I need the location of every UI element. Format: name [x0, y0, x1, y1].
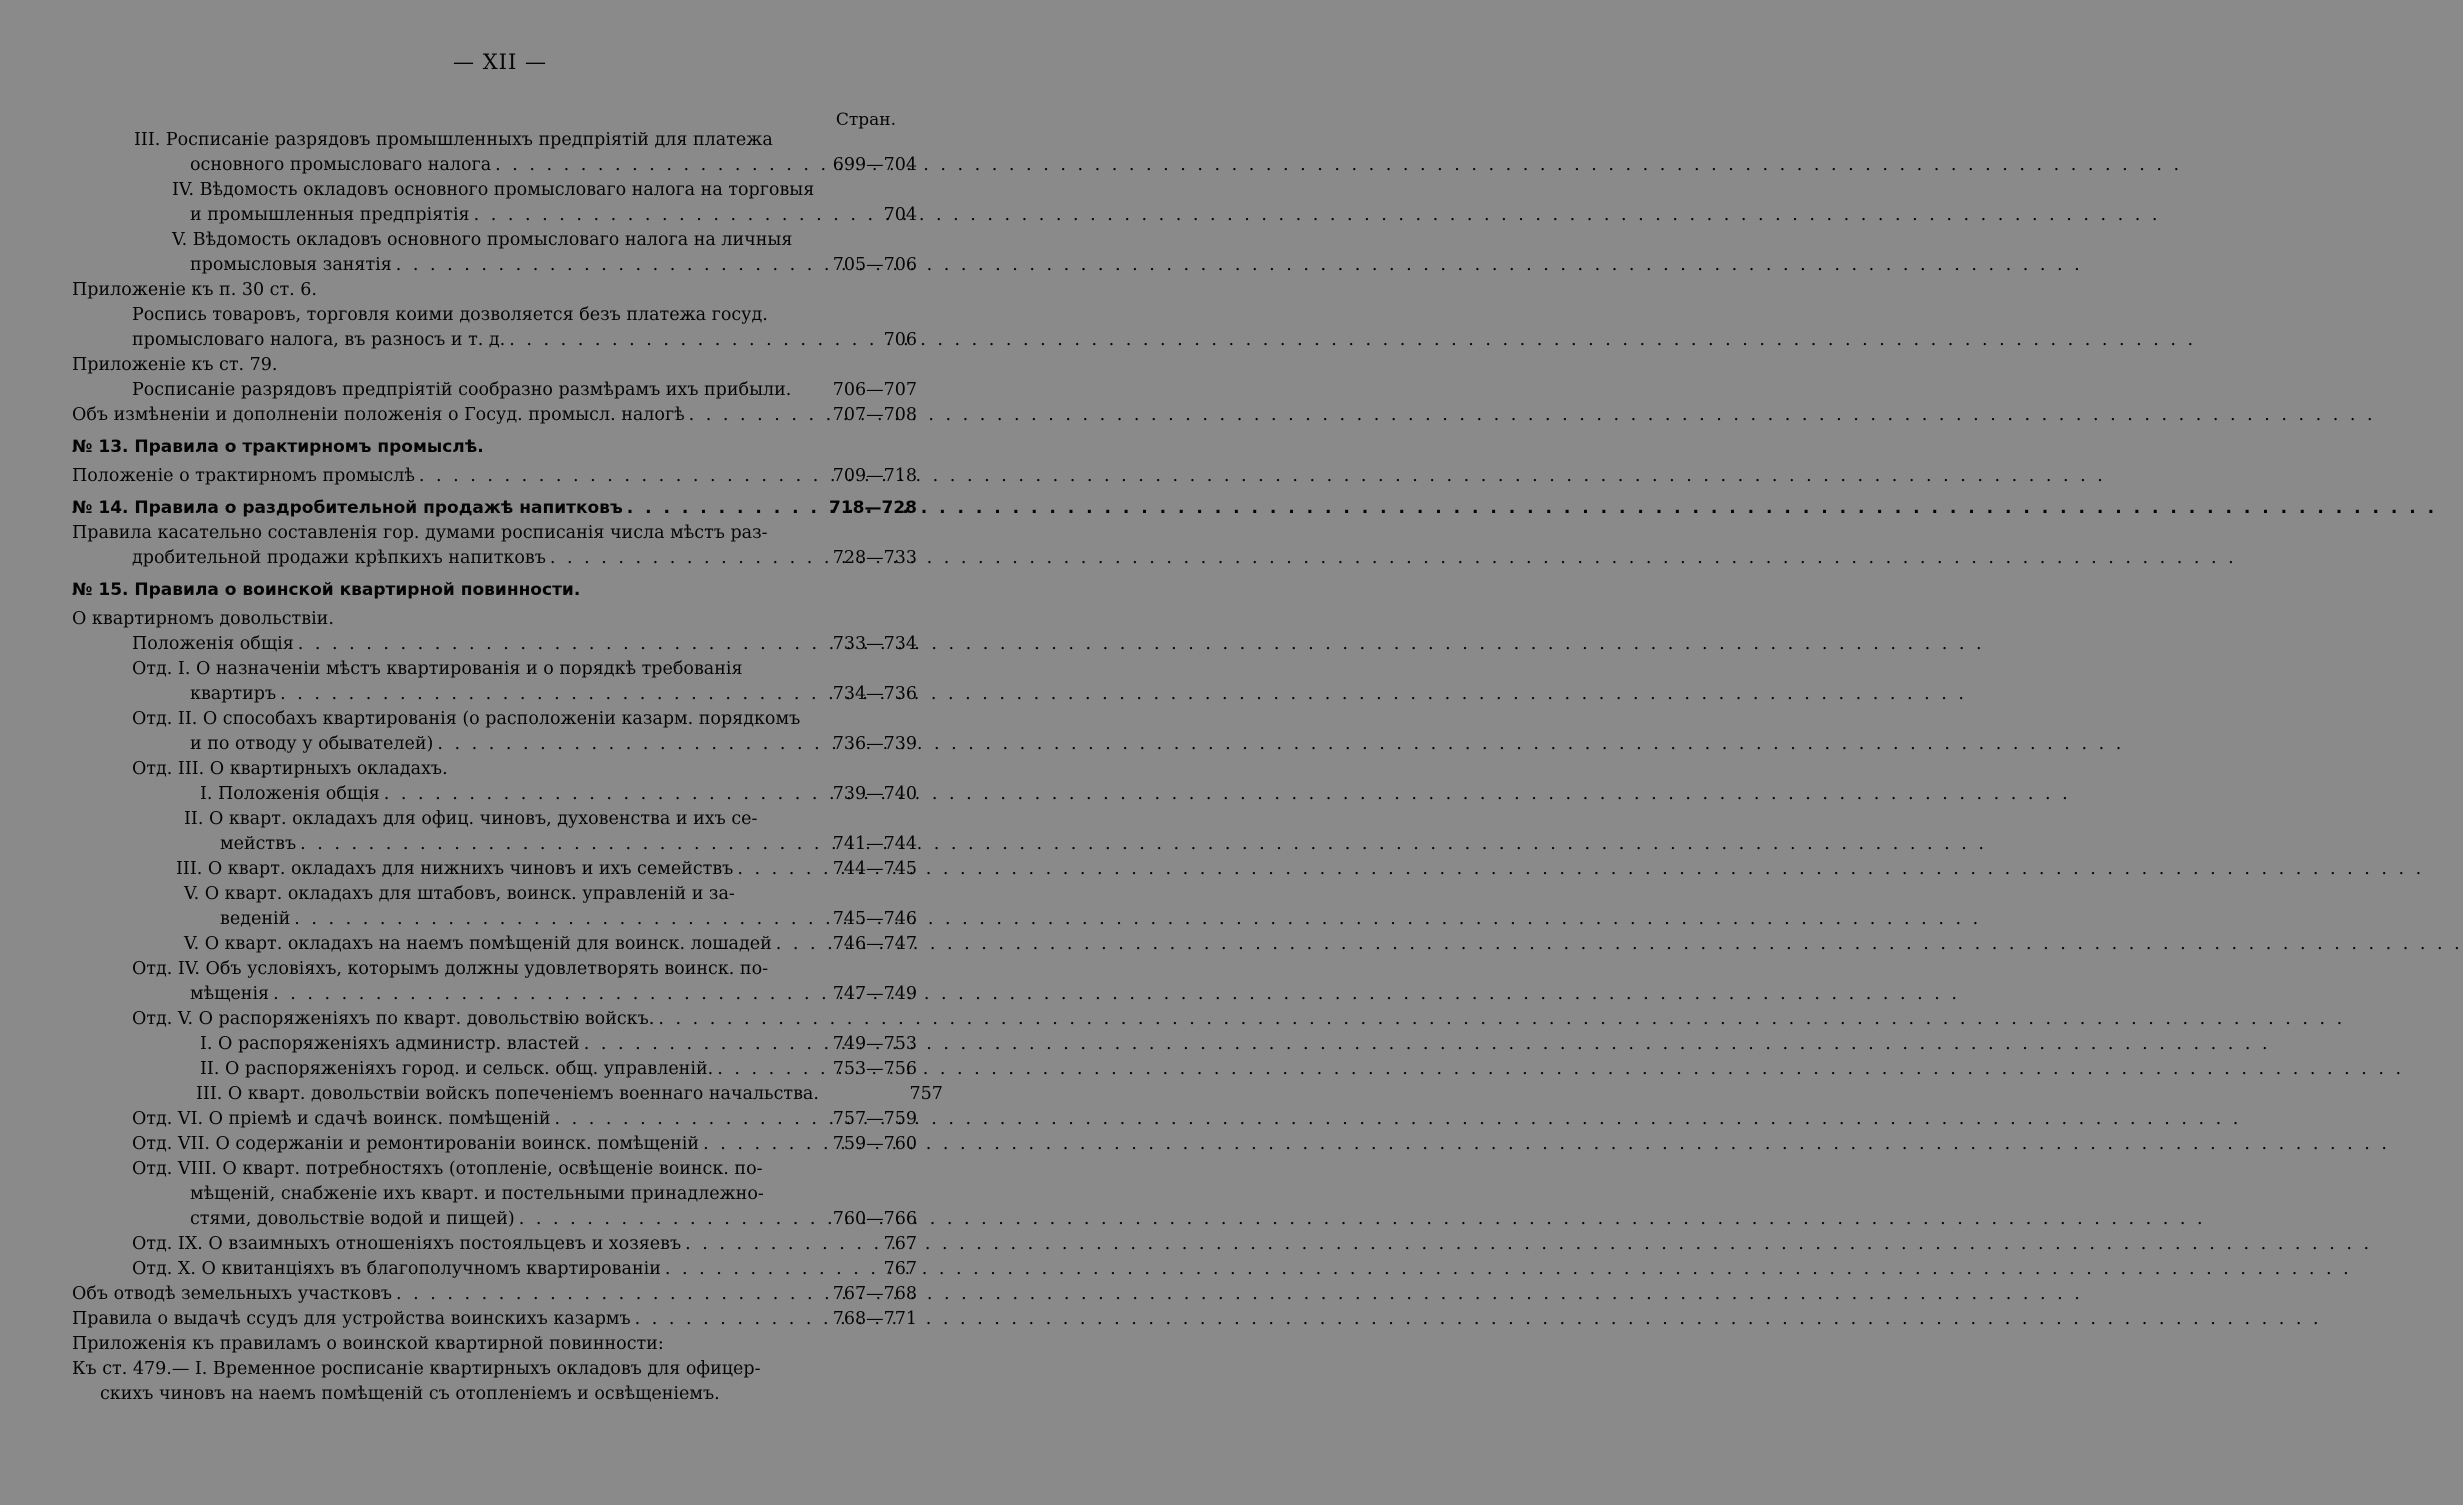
toc-entry-title: квартиръ — [190, 684, 277, 704]
dot-leader — [380, 782, 807, 807]
dot-leader — [491, 153, 807, 178]
toc-entry-title: III. О кварт. довольствіи войскъ попеченіемъ военнаго начальства. — [196, 1084, 819, 1104]
toc-entry-page: 733—734 — [832, 634, 917, 654]
toc-entry — [72, 782, 917, 807]
dot-leader — [392, 253, 807, 278]
toc-entry-page: 705—706 — [832, 255, 917, 275]
toc-entry-page: 749—753 — [832, 1034, 917, 1054]
toc-entry — [72, 328, 917, 353]
toc-entry-title: Правила касательно составленія гор. думами росписанія числа мѣстъ раз- — [72, 523, 768, 543]
toc-entry-page: 759—760 — [832, 1134, 917, 1154]
toc-entry — [72, 403, 917, 428]
toc-entry-title: Роспись товаровъ, торговля коими дозволяется безъ платежа госуд. — [132, 305, 768, 325]
toc-entry-title: V. О кварт. окладахъ на наемъ помѣщеній для воинск. лошадей — [184, 934, 772, 954]
toc-entry-page: 753—756 — [832, 1059, 917, 1079]
toc-entry — [72, 1132, 917, 1157]
dot-leader — [580, 1032, 807, 1057]
dot-leader — [733, 857, 807, 882]
toc-entry-title: II. О распоряженіяхъ город. и сельск. общ. управленій. — [200, 1059, 714, 1079]
toc-entry — [72, 1357, 917, 1382]
toc-entry-title: III. Росписаніе разрядовъ промышленныхъ предпріятій для платежа — [134, 130, 773, 150]
toc-entry — [72, 957, 917, 982]
dot-leader — [699, 1132, 807, 1157]
toc-entry-page: 757 — [909, 1084, 943, 1104]
toc-entry-page: 767 — [883, 1259, 917, 1279]
toc-entry — [72, 1282, 917, 1307]
toc-section-heading — [72, 577, 917, 603]
toc-entry — [72, 1107, 917, 1132]
toc-section-heading — [72, 495, 917, 521]
toc-entry-title: Объ измѣненіи и дополненіи положенія о Госуд. промысл. налогѣ — [72, 405, 685, 425]
toc-entry-page: 768—771 — [832, 1309, 917, 1329]
document-page — [0, 0, 1000, 1505]
toc-entry-page: 747—749 — [832, 984, 917, 1004]
toc-entry-page: 718—728 — [829, 498, 917, 518]
toc-entry-page: 728—733 — [832, 548, 917, 568]
dot-leader — [623, 495, 807, 521]
dot-leader — [296, 832, 807, 857]
toc-entry-title: Приложеніе къ п. 30 ст. 6. — [72, 280, 317, 300]
toc-entry-title: I. Положенія общія — [200, 784, 380, 804]
toc-entry-title: Росписаніе разрядовъ предпріятій сообразно размѣрамъ ихъ прибыли. — [132, 380, 792, 400]
toc-entry — [72, 378, 917, 403]
toc-entry — [72, 1082, 943, 1107]
toc-entry — [72, 128, 917, 153]
toc-entry-title: Отд. IX. О взаимныхъ отношеніяхъ постояльцевъ и хозяевъ — [132, 1234, 682, 1254]
dot-leader — [415, 464, 807, 489]
toc-entry — [72, 153, 917, 178]
toc-entry-title: стями, довольствіе водой и пищей) — [190, 1209, 515, 1229]
toc-entry — [72, 632, 917, 657]
toc-entry — [72, 1207, 917, 1232]
toc-entry — [72, 732, 917, 757]
toc-entry — [72, 1382, 917, 1407]
toc-entry — [72, 1232, 917, 1257]
toc-entry — [72, 228, 917, 253]
toc-entry-title: Объ отводѣ земельныхъ участковъ — [72, 1284, 392, 1304]
toc-entry-title: основного промысловаго налога — [190, 155, 492, 175]
toc-entry — [72, 907, 917, 932]
toc-entry-title: мействъ — [220, 834, 297, 854]
toc-entry — [72, 857, 917, 882]
page-column-label: Стран. — [835, 110, 896, 130]
toc-entry-title: IV. Вѣдомость окладовъ основного промысловаго налога на торговыя — [172, 180, 815, 200]
toc-entry — [72, 657, 917, 682]
toc-entry-page: 704 — [883, 205, 917, 225]
toc-entry — [72, 1057, 917, 1082]
toc-entry-title: скихъ чиновъ на наемъ помѣщеній съ отопленіемъ и освѣщеніемъ. — [100, 1384, 720, 1404]
toc-entry — [72, 1157, 917, 1182]
dot-leader — [294, 632, 807, 657]
toc-entry — [72, 303, 917, 328]
dot-leader — [290, 907, 807, 932]
dot-leader — [685, 403, 807, 428]
toc-entry-page: 745—746 — [832, 909, 917, 929]
dot-leader — [550, 1107, 807, 1132]
toc-entry-page: 746—747 — [832, 934, 917, 954]
toc-entry-title: дробительной продажи крѣпкихъ напитковъ — [132, 548, 546, 568]
toc-entry-title: промысловыя занятія — [190, 255, 392, 275]
toc-entry-page: 734—736 — [832, 684, 917, 704]
toc-entry — [72, 682, 917, 707]
toc-entry — [72, 1307, 917, 1332]
toc-entry-title: мѣщенія — [190, 984, 270, 1004]
dot-leader — [681, 1232, 807, 1257]
toc-entry-title: О квартирномъ довольствіи. — [72, 609, 334, 629]
toc-entry-title: Къ ст. 479.— I. Временное росписаніе квартирныхъ окладовъ для офицер- — [72, 1359, 761, 1379]
toc-entry — [72, 253, 917, 278]
toc-entry — [72, 464, 917, 489]
toc-entry-page: 706—707 — [832, 380, 917, 400]
dot-leader — [654, 1007, 807, 1032]
toc-entry-title: Отд. X. О квитанціяхъ въ благополучномъ квартированіи — [132, 1259, 661, 1279]
toc-entry-title: Отд. VII. О содержаніи и ремонтированіи воинск. помѣщеній — [132, 1134, 700, 1154]
toc-entry — [72, 353, 917, 378]
toc-entry-title: Правила о выдачѣ ссудъ для устройства воинскихъ казармъ — [72, 1309, 631, 1329]
toc-entry — [72, 607, 917, 632]
toc-entry — [72, 1032, 917, 1057]
dot-leader — [772, 932, 807, 957]
toc-section-heading — [72, 434, 917, 460]
toc-entry-title: № 13. Правила о трактирномъ промыслѣ. — [72, 437, 484, 457]
toc-entry-title: V. Вѣдомость окладовъ основного промысловаго налога на личныя — [172, 230, 793, 250]
toc-entry — [72, 1332, 917, 1357]
dot-leader — [470, 203, 807, 228]
toc-entry-title: Отд. V. О распоряженіяхъ по кварт. довольствію войскъ. — [132, 1009, 655, 1029]
toc-entry-page: 767—768 — [832, 1284, 917, 1304]
table-of-contents — [72, 128, 943, 1407]
toc-entry — [72, 203, 917, 228]
dot-leader — [661, 1257, 807, 1282]
toc-entry — [72, 982, 917, 1007]
toc-entry — [72, 1007, 917, 1032]
dot-leader — [713, 1057, 807, 1082]
toc-entry-page: 706 — [883, 330, 917, 350]
toc-entry-title: и промышленныя предпріятія — [190, 205, 470, 225]
toc-entry-title: Отд. II. О способахъ квартированія (о расположеніи казарм. порядкомъ — [132, 709, 801, 729]
dot-leader — [505, 328, 807, 353]
toc-entry — [72, 707, 917, 732]
toc-entry-page: 757—759 — [832, 1109, 917, 1129]
toc-entry-title: веденій — [220, 909, 291, 929]
toc-entry-title: № 14. Правила о раздробительной продажѣ напитковъ — [72, 498, 623, 518]
toc-entry-title: мѣщеній, снабженіе ихъ кварт. и постельными принадлежно- — [190, 1184, 764, 1204]
toc-entry-page: 739—740 — [832, 784, 917, 804]
toc-entry-title: промысловаго налога, въ разносъ и т. д. — [132, 330, 506, 350]
toc-entry-title: Отд. VIII. О кварт. потребностяхъ (отопленіе, освѣщеніе воинск. по- — [132, 1159, 763, 1179]
toc-entry — [72, 932, 917, 957]
toc-entry-page: 699—704 — [832, 155, 917, 175]
dot-leader — [546, 546, 807, 571]
toc-entry-title: I. О распоряженіяхъ администр. властей — [200, 1034, 580, 1054]
dot-leader — [515, 1207, 807, 1232]
dot-leader — [433, 732, 807, 757]
dot-leader — [269, 982, 807, 1007]
toc-entry-title: V. О кварт. окладахъ для штабовъ, воинск. управленій и за- — [184, 884, 735, 904]
toc-entry-title: Положеніе о трактирномъ промыслѣ — [72, 466, 415, 486]
toc-entry-title: Отд. III. О квартирныхъ окладахъ. — [132, 759, 448, 779]
toc-entry — [72, 807, 917, 832]
toc-entry — [72, 832, 917, 857]
toc-entry-title: Приложенія къ правиламъ о воинской квартирной повинности: — [72, 1334, 664, 1354]
dot-leader — [631, 1307, 807, 1332]
toc-entry-title: Отд. VI. О пріемѣ и сдачѣ воинск. помѣщеній — [132, 1109, 551, 1129]
toc-entry — [72, 1182, 917, 1207]
toc-entry-title: и по отводу у обывателей) — [190, 734, 434, 754]
toc-entry-title: II. О кварт. окладахъ для офиц. чиновъ, духовенства и ихъ се- — [184, 809, 758, 829]
toc-entry — [72, 521, 917, 546]
toc-entry-page: 736—739 — [832, 734, 917, 754]
toc-entry-title: Отд. IV. Объ условіяхъ, которымъ должны удовлетворять воинск. по- — [132, 959, 769, 979]
toc-entry — [72, 178, 917, 203]
page-header: — XII — — [453, 50, 547, 74]
toc-entry-page: 741—744 — [832, 834, 917, 854]
toc-entry-page: 707—708 — [832, 405, 917, 425]
toc-entry-page: 767 — [883, 1234, 917, 1254]
toc-entry-title: Приложеніе къ ст. 79. — [72, 355, 278, 375]
toc-entry-title: Положенія общія — [132, 634, 294, 654]
toc-entry-page: 744—745 — [832, 859, 917, 879]
toc-entry-title: Отд. I. О назначеніи мѣстъ квартированія и о порядкѣ требованія — [132, 659, 743, 679]
toc-entry-page: 709—718 — [832, 466, 917, 486]
toc-entry — [72, 882, 917, 907]
toc-entry — [72, 278, 917, 303]
toc-entry — [72, 1257, 917, 1282]
dot-leader — [276, 682, 807, 707]
toc-entry — [72, 546, 917, 571]
dot-leader — [392, 1282, 807, 1307]
toc-entry — [72, 757, 917, 782]
toc-entry-title: № 15. Правила о воинской квартирной повинности. — [72, 580, 581, 600]
toc-entry-page: 760—766 — [832, 1209, 917, 1229]
toc-entry-title: III. О кварт. окладахъ для нижнихъ чиновъ и ихъ семействъ — [176, 859, 734, 879]
